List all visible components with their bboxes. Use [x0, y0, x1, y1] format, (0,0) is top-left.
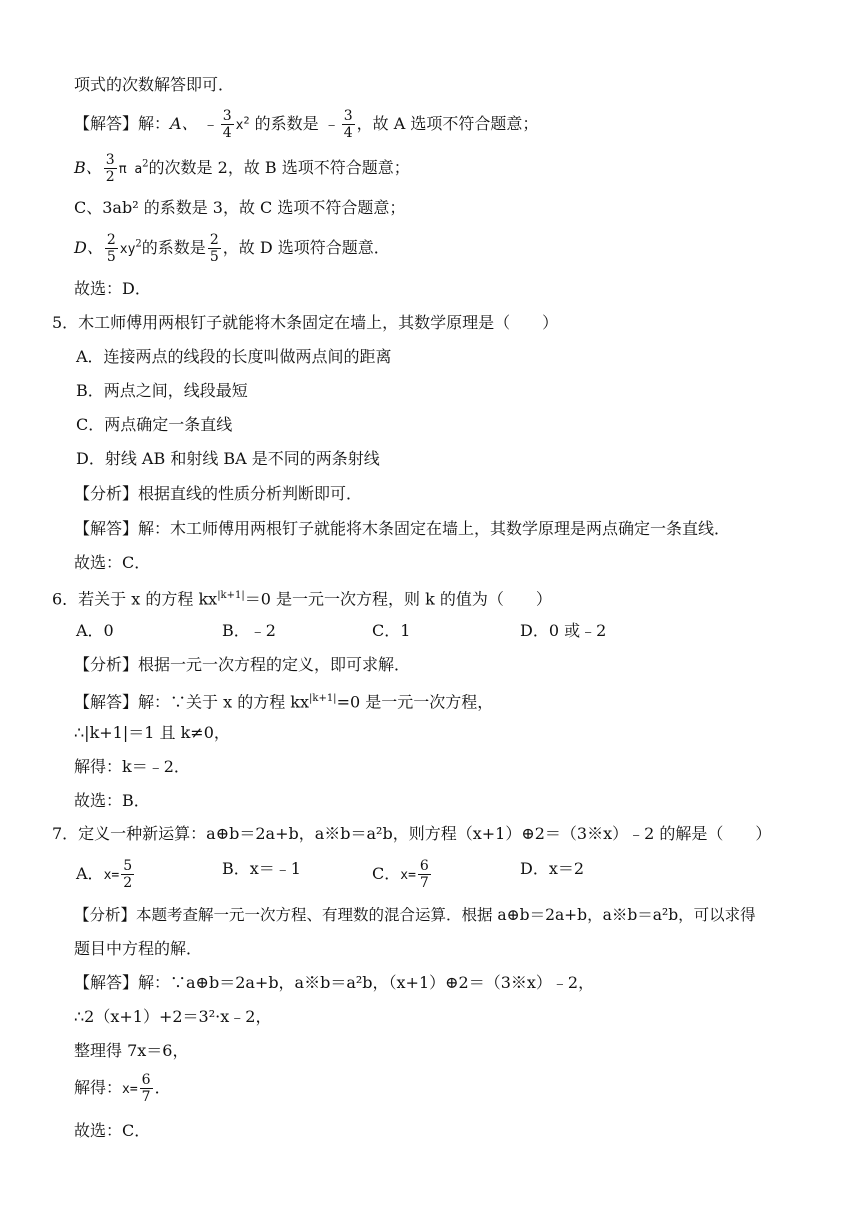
fraction: $\frac{2}{5}$ [209, 232, 219, 265]
solution: 【解答】解：木工师傅用两根钉子就能将木条固定在墙上，其数学原理是两点确定一条直线． [74, 519, 731, 538]
fraction: $\frac{3}{4}$ [343, 108, 353, 141]
question-7-stem: 7．定义一种新运算：a⊕b＝2a+b，a※b＝a²b，则方程（x+1）⊕2＝（3※x）﹣2 的解是（ ） [52, 824, 772, 843]
text-line: 项式的次数解答即可． [74, 75, 235, 94]
option-a: A．x= $\frac{5}{2}$ [76, 858, 133, 891]
choice-line: 故选：D． [74, 279, 151, 298]
options-row [76, 858, 676, 892]
option-d: D．射线 AB 和射线 BA 是不同的两条射线 [76, 449, 380, 468]
solution-line-d: D、 $\frac{2}{5}$ $xy^2$的系数是 $\frac{2}{5}$ ，故 D 选项符合题意． [74, 232, 390, 265]
solution-step: ∴2（x+1）+2＝3²·x﹣2， [74, 1007, 272, 1026]
option-b: B．﹣2 [222, 621, 276, 640]
solution-step: 整理得 7x＝6， [74, 1041, 189, 1060]
option-c: C．1 [372, 621, 411, 640]
option-a: A．0 [76, 621, 114, 640]
fraction: $\frac{6}{7}$ [141, 1072, 151, 1105]
option-c: C．x= $\frac{6}{7}$ [372, 858, 429, 891]
choice-line: 故选：C． [74, 1121, 151, 1140]
solution: 【解答】解：∵关于 x 的方程 $kx^{|k+1|}=0$ 是一元一次方程， [74, 692, 494, 712]
option-b: B．x＝﹣1 [222, 859, 301, 878]
analysis-cont: 题目中方程的解． [74, 939, 203, 958]
fraction: $\frac{2}{5}$ [106, 232, 116, 265]
fraction: $\frac{3}{4}$ [222, 108, 232, 141]
analysis: 【分析】本题考查解一元一次方程、有理数的混合运算．根据 a⊕b＝2a+b，a※b＝a²b，可以求得 [74, 906, 756, 924]
option-b: B．两点之间，线段最短 [76, 381, 248, 400]
analysis: 【分析】根据直线的性质分析判断即可． [74, 484, 363, 503]
fraction: $\frac{5}{2}$ [123, 858, 133, 891]
choice-line: 故选：C． [74, 553, 151, 572]
solution-step: ∴|k+1|＝1 且 k≠0， [74, 723, 230, 742]
option-c: C．两点确定一条直线 [76, 415, 233, 434]
fraction: $\frac{3}{2}$ [105, 152, 115, 185]
question-6-stem: 6．若关于 x 的方程 $kx^{|k+1|}=0$ 是一元一次方程，则 k 的值为（ ） [52, 589, 552, 609]
analysis: 【分析】根据一元一次方程的定义，即可求解． [74, 655, 411, 674]
question-5-stem: 5．木工师傅用两根钉子就能将木条固定在墙上，其数学原理是（ ） [52, 313, 559, 332]
solution-line-a: 【解答】解：A、 ﹣ $\frac{3}{4}$ $x^2$ 的系数是 ﹣ $\frac{3}{4}$ ，故 A 选项不符合题意； [74, 108, 539, 141]
fraction: $\frac{6}{7}$ [419, 858, 429, 891]
option-d: D．x＝2 [520, 859, 585, 878]
solution-line-b: B、 $\frac{3}{2}$ π $a^2$的次数是 2，故 B 选项不符合题意； [74, 152, 410, 185]
solution-step: 解得：k＝﹣2． [74, 757, 190, 776]
solution-step: 解得：x= $\frac{6}{7}$ ． [74, 1072, 171, 1105]
solution-line-c: C、3ab² 的系数是 3，故 C 选项不符合题意； [74, 198, 406, 217]
choice-line: 故选：B． [74, 791, 150, 810]
option-d: D．0 或﹣2 [520, 621, 607, 640]
solution: 【解答】解：∵a⊕b＝2a+b，a※b＝a²b，（x+1）⊕2＝（3※x）﹣2， [74, 973, 595, 992]
option-a: A．连接两点的线段的长度叫做两点间的距离 [76, 347, 392, 366]
